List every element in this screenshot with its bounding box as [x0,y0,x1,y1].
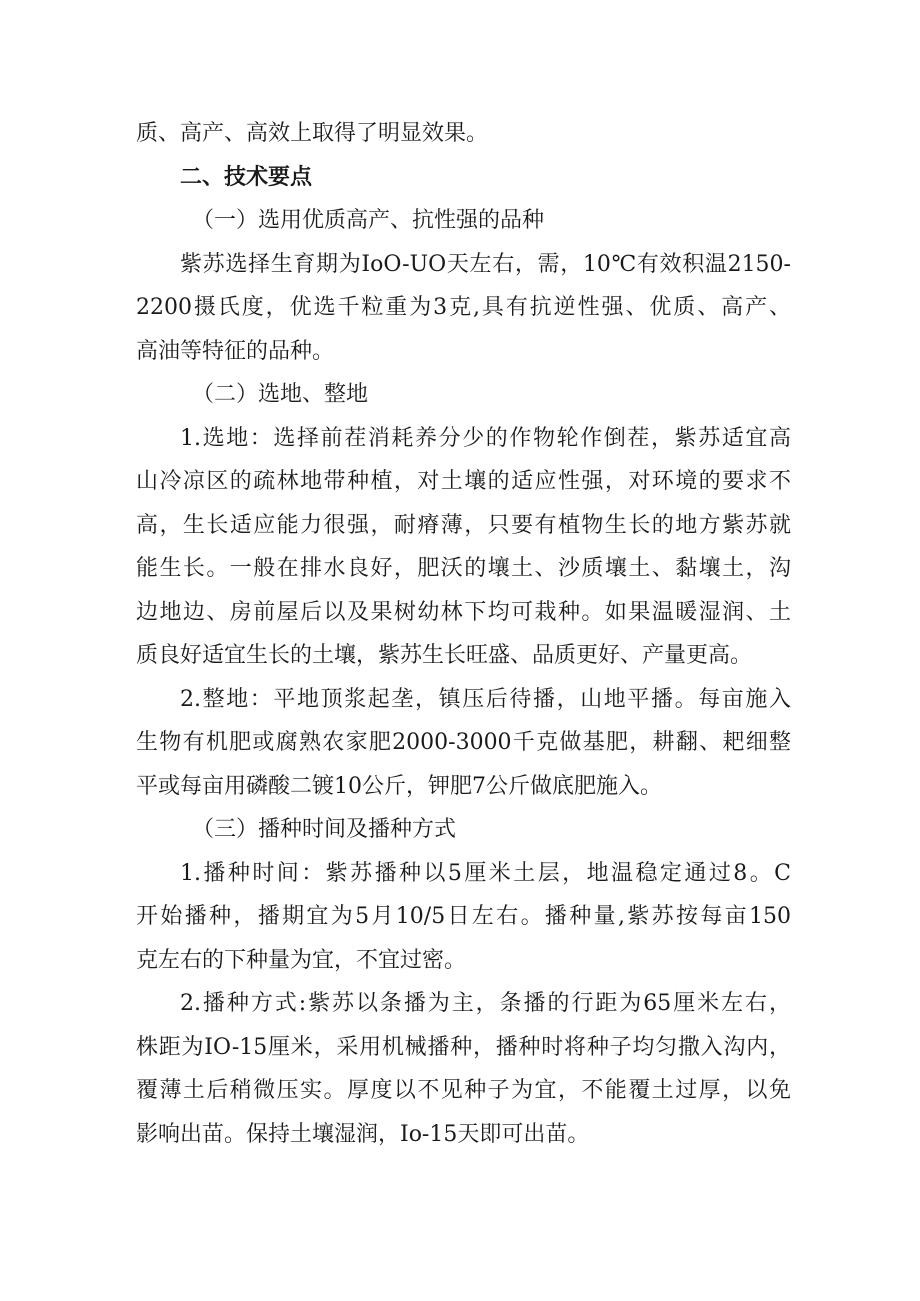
paragraph-line: 山冷凉区的疏林地带种植，对土壤的适应性强，对环境的要求不 [136,469,791,494]
paragraph-line: 覆薄土后稍微压实。厚度以不见种子为宜，不能覆土过厚，以免 [136,1078,791,1103]
paragraph-line: 能生长。一般在排水良好，肥沃的壤土、沙质壤土、黏壤土，沟 [136,556,791,581]
section-heading: 二、技术要点 [180,164,313,190]
paragraph-line: 2.播种方式:紫苏以条播为主，条播的行距为65厘米左右， [180,991,791,1016]
paragraph-line: 2200摄氏度，优选千粒重为3克,具有抗逆性强、优质、高产、 [136,295,791,320]
paragraph-line: 开始播种，播期宜为5月10/5日左右。播种量,紫苏按每亩150 [136,904,791,929]
paragraph-line: 1.播种时间：紫苏播种以5厘米土层，地温稳定通过8。C [180,860,791,886]
paragraph-line: 高，生长适应能力很强，耐瘠薄，只要有植物生长的地方紫苏就 [136,512,791,538]
paragraph-line: 克左右的下种量为宜，不宜过密。 [136,947,467,973]
paragraph-line: 影响出苗。保持土壤湿润，Io-15天即可出苗。 [136,1121,590,1147]
subsection-heading: （一）选用优质高产、抗性强的品种 [192,208,545,233]
paragraph-line: 高油等特征的品种。 [136,338,335,364]
paragraph-line: 质、高产、高效上取得了明显效果。 [136,121,489,146]
paragraph-line: 边地边、房前屋后以及果树幼林下均可栽种。如果温暖湿润、土 [136,599,791,625]
paragraph-line: 平或每亩用磷酸二镀10公斤，钾肥7公斤做底肥施入。 [136,773,662,799]
paragraph-line: 生物有机肥或腐熟农家肥2000-3000千克做基肥，耕翻、耙细整 [136,730,791,755]
paragraph-line: 2.整地：平地顶浆起垄，镇压后待播，山地平播。每亩施入 [180,686,791,712]
paragraph-line: 紫苏选择生育期为IoO-UO天左右，需，10℃有效积温2150- [180,251,791,277]
paragraph-line: 质良好适宜生长的土壤，紫苏生长旺盛、品质更好、产量更高。 [136,643,753,668]
paragraph-line: 株距为IO-15厘米，采用机械播种，播种时将种子均匀撒入沟内， [136,1034,791,1060]
document-page [136,112,791,1156]
subsection-heading: （二）选地、整地 [192,382,369,407]
paragraph-line: 1.选地：选择前茬消耗养分少的作物轮作倒茬，紫苏适宜高 [180,425,791,451]
subsection-heading: （三）播种时间及播种方式 [192,817,457,842]
